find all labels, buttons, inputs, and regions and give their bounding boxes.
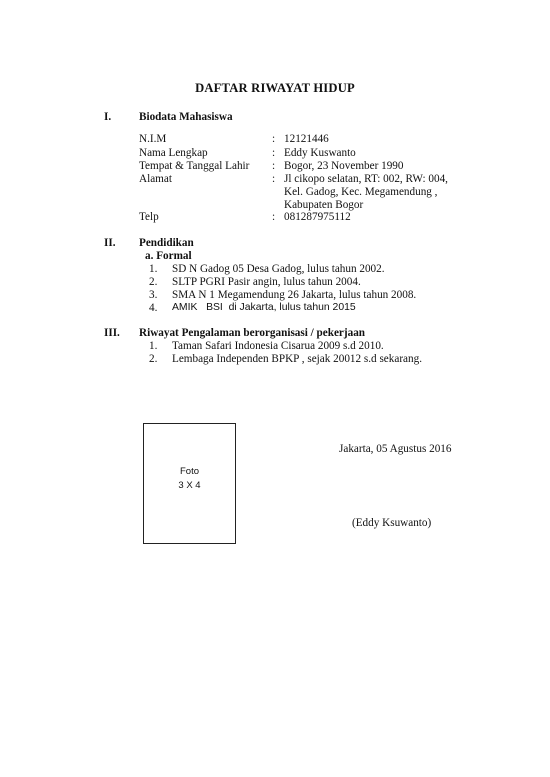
section-3-number: III. xyxy=(104,327,120,339)
experience-item-2-text: Lembaga Independen BPKP , sejak 20012 s.d sekarang. xyxy=(172,353,423,365)
experience-item-1-number: 1. xyxy=(149,340,158,352)
name-label: Nama Lengkap xyxy=(139,147,208,159)
phone-label: Telp xyxy=(139,211,159,223)
page-title: DAFTAR RIWAYAT HIDUP xyxy=(195,81,355,95)
address-colon: : xyxy=(272,173,276,185)
birth-value: Bogor, 23 November 1990 xyxy=(284,160,404,172)
phone-value: 081287975112 xyxy=(284,211,351,223)
place-date: Jakarta, 05 Agustus 2016 xyxy=(339,443,452,455)
education-item-1-text: SD N Gadog 05 Desa Gadog, lulus tahun 2002. xyxy=(172,263,385,275)
nim-label: N.I.M xyxy=(139,133,167,145)
nim-colon: : xyxy=(272,133,276,145)
birth-label: Tempat & Tanggal Lahir xyxy=(139,160,250,172)
education-item-4-number: 4. xyxy=(149,302,158,314)
education-item-2-number: 2. xyxy=(149,276,158,288)
photo-placeholder xyxy=(143,423,236,544)
name-value: Eddy Kuswanto xyxy=(284,147,356,159)
photo-label: Foto xyxy=(179,466,199,477)
phone-colon: : xyxy=(272,211,276,223)
section-1-number: I. xyxy=(104,111,112,123)
address-value-line1: Jl cikopo selatan, RT: 002, RW: 004, xyxy=(284,173,448,185)
address-value-line3: Kabupaten Bogor xyxy=(284,199,364,211)
education-item-3-text: SMA N 1 Megamendung 26 Jakarta, lulus tahun 2008. xyxy=(172,289,417,301)
section-2-heading: Pendidikan xyxy=(139,237,194,249)
section-1-heading: Biodata Mahasiswa xyxy=(139,111,233,123)
name-colon: : xyxy=(272,147,276,159)
education-item-3-number: 3. xyxy=(149,289,158,301)
section-3-heading: Riwayat Pengalaman berorganisasi / pekerjaan xyxy=(139,327,366,339)
birth-colon: : xyxy=(272,160,276,172)
nim-value: 12121446 xyxy=(284,133,329,145)
photo-size-label: 3 X 4 xyxy=(178,480,201,491)
education-item-2-text: SLTP PGRI Pasir angin, lulus tahun 2004. xyxy=(172,276,361,288)
education-item-4-text: AMIK BSI di Jakarta, lulus tahun 2015 xyxy=(172,302,356,313)
experience-item-1-text: Taman Safari Indonesia Cisarua 2009 s.d 2010. xyxy=(172,340,384,352)
section-2-number: II. xyxy=(104,237,116,249)
education-formal-subheading: a. Formal xyxy=(145,250,192,262)
address-value-line2: Kel. Gadog, Kec. Megamendung , xyxy=(284,186,438,198)
signature-name: (Eddy Ksuwanto) xyxy=(352,517,432,529)
experience-item-2-number: 2. xyxy=(149,353,158,365)
address-label: Alamat xyxy=(139,173,172,185)
education-item-1-number: 1. xyxy=(149,263,158,275)
